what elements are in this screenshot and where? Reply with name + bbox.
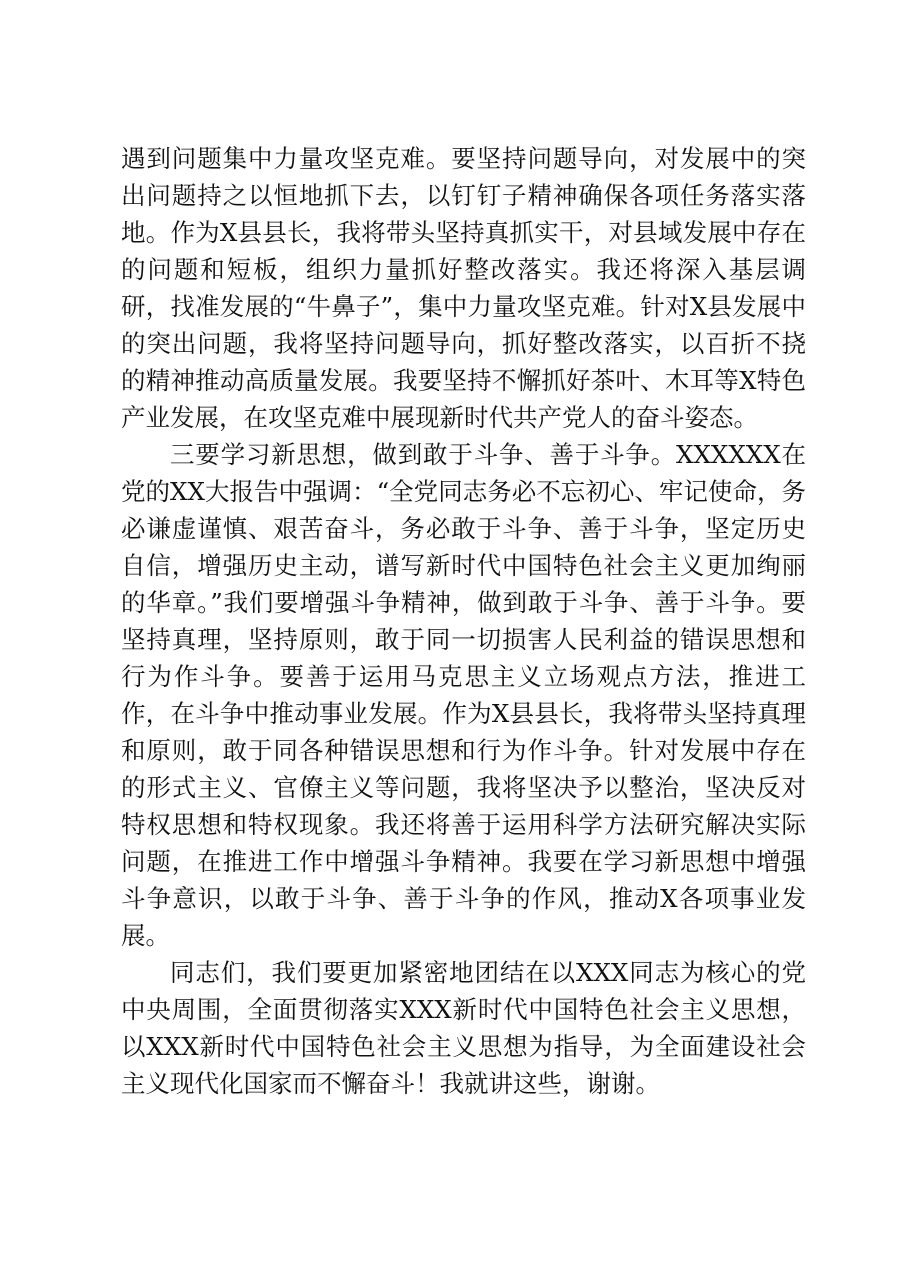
paragraph-closing-remarks: 同志们，我们要更加紧密地团结在以XXX同志为核心的党中央周围，全面贯彻落实XXX新时代中国特色社会主义思想，以XXX新时代中国特色社会主义思想为指导，为全面建设社会主义现代化国家而不懈奋斗！我就讲这些，谢谢。 [121,958,806,1098]
document-body [121,140,806,1102]
paragraph-tackle-difficulties: 遇到问题集中力量攻坚克难。要坚持问题导向，对发展中的突出问题持之以恒地抓下去，以钉钉子精神确保各项任务落实落地。作为X县县长，我将带头坚持真抓实干，对县域发展中存在的问题和短板，组织力量抓好整改落实。我还将深入基层调研，找准发展的“牛鼻子”，集中力量攻坚克难。针对X县发展中的突出问题，我将坚持问题导向，抓好整改落实，以百折不挠的精神推动高质量发展。我要坚持不懈抓好茶叶、木耳等X特色产业发展，在攻坚克难中展现新时代共产党人的奋斗姿态。 [121,144,806,432]
paragraph-struggle-spirit: 三要学习新思想，做到敢于斗争、善于斗争。XXXXXX在党的XX大报告中强调：“全党同志务必不忘初心、牢记使命，务必谦虚谨慎、艰苦奋斗，务必敢于斗争、善于斗争，坚定历史自信，增强历史主动，谱写新时代中国特色社会主义更加绚丽的华章。”我们要增强斗争精神，做到敢于斗争、善于斗争。要坚持真理，坚持原则，敢于同一切损害人民利益的错误思想和行为作斗争。要善于运用马克思主义立场观点方法，推进工作，在斗争中推动事业发展。作为X县县长，我将带头坚持真理和原则，敢于同各种错误思想和行为作斗争。针对发展中存在的形式主义、官僚主义等问题，我将坚决予以整治，坚决反对特权思想和特权现象。我还将善于运用科学方法研究解决实际问题，在推进工作中增强斗争精神。我要在学习新思想中增强斗争意识，以敢于斗争、善于斗争的作风，推动X各项事业发展。 [121,440,806,950]
